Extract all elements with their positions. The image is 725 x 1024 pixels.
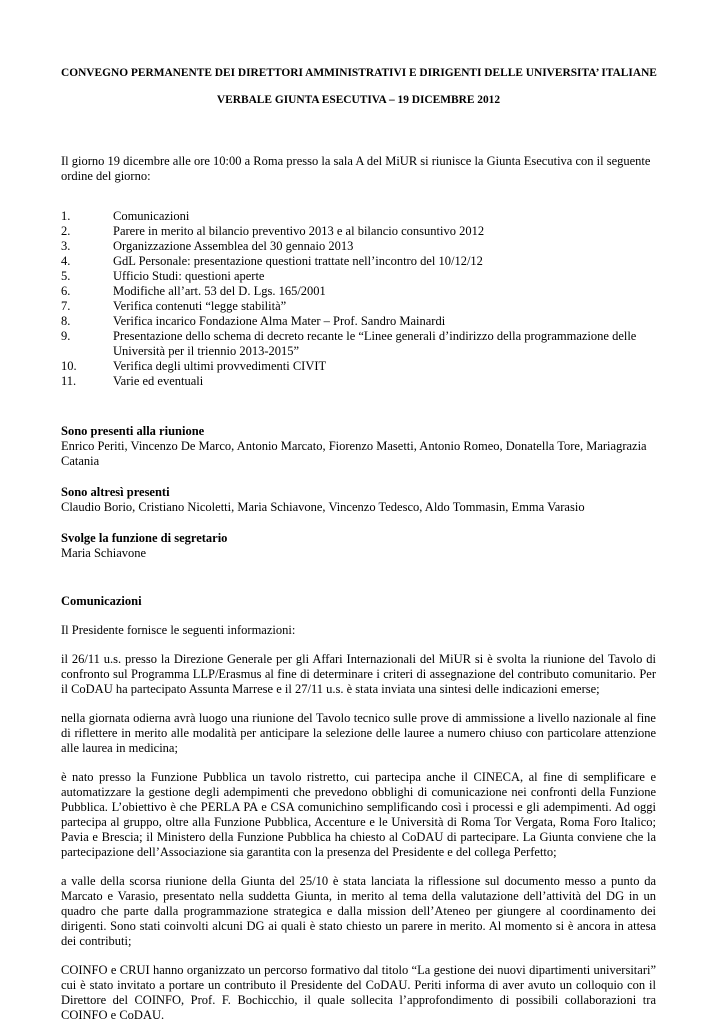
comunicazioni-heading: Comunicazioni	[61, 594, 142, 608]
intro-paragraph: Il giorno 19 dicembre alle ore 10:00 a Roma presso la sala A del MiUR si riunisce la Giunta Esecutiva con il seguente ordine del giorno:	[61, 154, 651, 183]
document-title: CONVEGNO PERMANENTE DEI DIRETTORI AMMINISTRATIVI E DIRIGENTI DELLE UNIVERSITA’ ITALIANE	[61, 67, 657, 79]
agenda-list	[61, 209, 656, 389]
agenda-item	[61, 239, 656, 254]
agenda-number: 10.	[61, 359, 77, 373]
guests-section	[61, 485, 656, 515]
agenda-text: GdL Personale: presentazione questioni trattate nell’incontro del 10/12/12	[113, 254, 483, 268]
agenda-number: 9.	[61, 329, 71, 343]
agenda-text: Modifiche all’art. 53 del D. Lgs. 165/2001	[113, 284, 326, 298]
secretary-section	[61, 531, 656, 561]
agenda-number: 4.	[61, 254, 71, 268]
attendees-heading: Sono presenti alla riunione	[61, 424, 205, 438]
comunicazioni-paragraph: il 26/11 u.s. presso la Direzione Generale per gli Affari Internazionali del MiUR si è svolta la riunione del Tavolo di confronto sul Programma LLP/Erasmus al fine di determinare i criteri di assegnazione del contributo comunitario. Per il CoDAU ha partecipato Assunta Marrese e il 27/11 u.s. è stata inviata una sintesi delle indicazioni emerse;	[61, 652, 656, 696]
secretary-heading: Svolge la funzione di segretario	[61, 531, 228, 545]
comunicazioni-paragraph: a valle della scorsa riunione della Giunta del 25/10 è stata lanciata la riflessione sul documento messo a punto da Marcato e Varasio, presentato nella suddetta Giunta, in merito al tema della valutazione dell’attività del DG in un quadro che parte dalla programmazione strategica e dalla mission dell’Ateneo per giungere al coordinamento dei dirigenti. Sono stati coinvolti alcuni DG ai quali è stato chiesto un parere in merito. Al momento si è ancora in attesa dei contributi;	[61, 874, 656, 948]
document-subtitle: VERBALE GIUNTA ESECUTIVA – 19 DICEMBRE 2012	[216, 94, 501, 106]
guests-heading: Sono altresì presenti	[61, 485, 170, 499]
comunicazioni-paragraph: nella giornata odierna avrà luogo una riunione del Tavolo tecnico sulle prove di ammissione a livello nazionale al fine di riflettere in merito alle modalità per anticipare la selezione delle lauree a numero chiuso con particolare attenzione alle laurea in medicina;	[61, 711, 656, 755]
comunicazioni-section	[61, 594, 656, 1023]
comunicazioni-lead: Il Presidente fornisce le seguenti informazioni:	[61, 623, 296, 637]
agenda-text: Parere in merito al bilancio preventivo 2013 e al bilancio consuntivo 2012	[113, 224, 485, 238]
agenda-item	[61, 374, 656, 389]
agenda-item	[61, 224, 656, 239]
agenda-number: 2.	[61, 224, 71, 238]
agenda-item	[61, 209, 656, 224]
agenda-text: Presentazione dello schema di decreto recante le “Linee generali d’indirizzo della programmazione delle Università per il triennio 2013-2015”	[113, 329, 637, 358]
agenda-number: 11.	[61, 374, 77, 388]
agenda-item	[61, 254, 656, 269]
agenda-number: 1.	[61, 209, 71, 223]
agenda-item	[61, 299, 656, 314]
document-body	[61, 66, 656, 1023]
agenda-text: Organizzazione Assemblea del 30 gennaio 2013	[113, 239, 354, 253]
agenda-text: Verifica contenuti “legge stabilità”	[113, 299, 287, 313]
secretary-name: Maria Schiavone	[61, 546, 147, 560]
guests-names: Claudio Borio, Cristiano Nicoletti, Maria Schiavone, Vincenzo Tedesco, Aldo Tommasin, Emma Varasio	[61, 500, 585, 514]
agenda-text: Varie ed eventuali	[113, 374, 204, 388]
attendees-section	[61, 424, 656, 469]
comunicazioni-paragraph: COINFO e CRUI hanno organizzato un percorso formativo dal titolo “La gestione dei nuovi dipartimenti universitari” cui è stato invitato a portare un contributo il Presidente del CoDAU. Periti informa di aver avuto un colloquio con il Direttore del COINFO, Prof. F. Bochicchio, il quale sollecita l’approfondimento di possibili collaborazioni tra COINFO e CoDAU.	[61, 963, 656, 1022]
agenda-number: 7.	[61, 299, 71, 313]
agenda-text: Verifica degli ultimi provvedimenti CIVIT	[113, 359, 327, 373]
agenda-number: 8.	[61, 314, 71, 328]
comunicazioni-paragraph: è nato presso la Funzione Pubblica un tavolo ristretto, cui partecipa anche il CINECA, al fine di semplificare e automatizzare la gestione degli adempimenti che prevedono obblighi di comunicazione nei confronti della Funzione Pubblica. L’obiettivo è che PERLA PA e CSA comunichino semplificando così i processi e gli adempimenti. Ad oggi partecipa al gruppo, oltre alla Funzione Pubblica, Accenture e le Università di Roma Tor Vergata, Roma Foro Italico; Pavia e Brescia; il Ministero della Funzione Pubblica ha chiesto al CoDAU di partecipare. La Giunta conviene che la partecipazione dell’Associazione sia garantita con la presenza del Presidente e del collega Perfetto;	[61, 770, 656, 859]
agenda-item	[61, 359, 656, 374]
agenda-number: 6.	[61, 284, 71, 298]
agenda-item	[61, 284, 656, 299]
agenda-item	[61, 329, 656, 359]
attendees-names: Enrico Periti, Vincenzo De Marco, Antonio Marcato, Fiorenzo Masetti, Antonio Romeo, Donatella Tore, Mariagrazia Catania	[61, 439, 647, 468]
agenda-item	[61, 314, 656, 329]
agenda-number: 3.	[61, 239, 71, 253]
agenda-text: Ufficio Studi: questioni aperte	[113, 269, 265, 283]
agenda-text: Comunicazioni	[113, 209, 190, 223]
agenda-item	[61, 269, 656, 284]
agenda-number: 5.	[61, 269, 71, 283]
agenda-text: Verifica incarico Fondazione Alma Mater – Prof. Sandro Mainardi	[113, 314, 446, 328]
